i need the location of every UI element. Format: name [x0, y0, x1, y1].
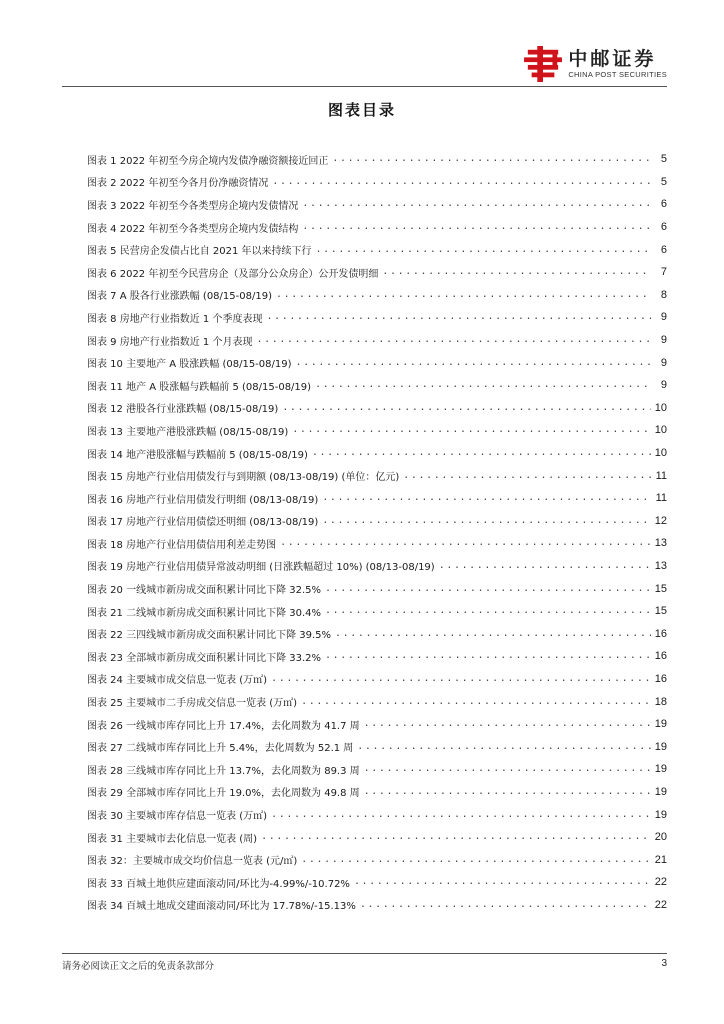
toc-entry-page[interactable]: 16	[654, 650, 667, 663]
toc-entry-label[interactable]: 图表 23 全部城市新房成交面积累计同比下降 33.2%	[87, 652, 322, 664]
toc-leader-dots	[439, 560, 651, 572]
toc-entry-label[interactable]: 图表 10 主要地产 A 股涨跌幅 (08/15-08/19)	[87, 359, 292, 371]
toc-entry[interactable]	[87, 826, 667, 849]
toc-entry-page[interactable]: 16	[654, 672, 667, 685]
toc-entry-page[interactable]: 19	[654, 763, 667, 776]
toc-leader-dots	[322, 492, 651, 504]
toc-entry-page[interactable]: 5	[660, 153, 667, 166]
toc-leader-dots	[354, 876, 651, 888]
toc-entry-page[interactable]: 9	[660, 379, 667, 392]
table-of-figures	[87, 148, 667, 916]
brand-logo	[524, 44, 667, 84]
toc-entry-page[interactable]: 20	[654, 831, 667, 844]
toc-entry-label[interactable]: 图表 32：主要城市成交均价信息一览表 (元/㎡)	[87, 856, 298, 868]
toc-leader-dots	[302, 221, 651, 233]
toc-leader-dots	[271, 673, 651, 685]
toc-entry-page[interactable]: 10	[654, 447, 667, 460]
footer-disclaimer: 请务必阅读正文之后的免责条款部分	[62, 961, 215, 972]
toc-leader-dots	[266, 311, 651, 323]
toc-leader-dots	[325, 650, 651, 662]
brand-name-cn: 中邮证券	[568, 48, 657, 70]
toc-entry-page[interactable]: 8	[660, 288, 667, 301]
toc-entry[interactable]	[87, 238, 667, 261]
page-header	[62, 40, 667, 86]
toc-leader-dots	[302, 198, 651, 210]
toc-entry-page[interactable]: 13	[654, 537, 667, 550]
toc-leader-dots	[296, 357, 651, 369]
toc-entry-label[interactable]: 图表 33 百城土地供应建面滚动同/环比为-4.99%/-10.72%	[87, 878, 350, 890]
toc-entry-label[interactable]: 图表 25 主要城市二手房成交信息一览表 (万㎡)	[87, 698, 298, 710]
toc-entry-label[interactable]: 图表 8 房地产行业指数近 1 个季度表现	[87, 313, 263, 325]
toc-entry-page[interactable]: 11	[655, 492, 667, 505]
toc-entry-page[interactable]: 6	[660, 198, 667, 211]
toc-entry[interactable]	[87, 690, 667, 713]
toc-leader-dots	[315, 379, 651, 391]
toc-entry-label[interactable]: 图表 27 二线城市库存同比上升 5.4%，去化周数为 52.1 周	[87, 743, 354, 755]
brand-text	[568, 48, 667, 80]
toc-leader-dots	[325, 605, 651, 617]
toc-entry-label[interactable]: 图表 30 主要城市库存信息一览表 (万㎡)	[87, 811, 268, 823]
toc-entry-page[interactable]: 15	[654, 582, 667, 595]
toc-entry[interactable]	[87, 374, 667, 397]
toc-entry-page[interactable]: 22	[654, 876, 667, 889]
toc-entry-page[interactable]: 9	[660, 311, 667, 324]
toc-entry[interactable]	[87, 216, 667, 239]
toc-entry[interactable]	[87, 193, 667, 216]
toc-entry[interactable]	[87, 284, 667, 307]
toc-entry-page[interactable]: 21	[654, 853, 667, 866]
toc-entry-label[interactable]: 图表 29 全部城市库存同比上升 19.0%，去化周数为 49.8 周	[87, 788, 360, 800]
toc-entry-label[interactable]: 图表 24 主要城市成交信息一览表 (万㎡)	[87, 675, 268, 687]
toc-leader-dots	[357, 741, 650, 753]
toc-leader-dots	[403, 470, 651, 482]
toc-entry-label[interactable]: 图表 17 房地产行业信用债偿还明细 (08/13-08/19)	[87, 517, 319, 529]
toc-entry[interactable]	[87, 555, 667, 578]
toc-entry-label[interactable]: 图表 6 2022 年初至今民营房企（及部分公众房企）公开发债明细	[87, 268, 379, 280]
toc-leader-dots	[301, 696, 651, 708]
toc-leader-dots	[312, 447, 651, 459]
toc-entry-label[interactable]: 图表 31 主要城市去化信息一览表 (周)	[87, 833, 258, 845]
china-post-logo-icon	[524, 46, 562, 82]
toc-leader-dots	[272, 176, 651, 188]
toc-entry[interactable]	[87, 713, 667, 736]
toc-leader-dots	[360, 899, 651, 911]
page-number: 3	[661, 958, 667, 969]
toc-entry-label[interactable]: 图表 16 房地产行业信用债发行明细 (08/13-08/19)	[87, 494, 319, 506]
toc-entry-page[interactable]: 11	[655, 469, 667, 482]
toc-entry[interactable]	[87, 171, 667, 194]
toc-entry-label[interactable]: 图表 1 2022 年初至今房企境内发债净融资额接近回正	[87, 155, 329, 167]
toc-entry-label[interactable]: 图表 28 三线城市库存同比上升 13.7%，去化周数为 89.3 周	[87, 765, 360, 777]
brand-name-en: CHINA POST SECURITIES	[568, 70, 667, 79]
toc-entry[interactable]	[87, 848, 667, 871]
toc-entry-page[interactable]: 19	[654, 785, 667, 798]
header-divider	[62, 86, 667, 87]
toc-entry[interactable]	[87, 871, 667, 894]
toc-leader-dots	[332, 153, 651, 165]
toc-entry-page[interactable]: 18	[654, 695, 667, 708]
toc-leader-dots	[316, 244, 651, 256]
toc-leader-dots	[276, 289, 651, 301]
toc-leader-dots	[322, 515, 650, 527]
toc-entry[interactable]	[87, 510, 667, 533]
toc-entry-label[interactable]: 图表 2 2022 年初至今各月份净融资情况	[87, 178, 269, 190]
toc-entry[interactable]	[87, 148, 667, 171]
toc-entry[interactable]	[87, 645, 667, 668]
toc-leader-dots	[301, 854, 650, 866]
toc-entry-label[interactable]: 图表 7 A 股各行业涨跌幅 (08/15-08/19)	[87, 291, 272, 303]
toc-entry[interactable]	[87, 329, 667, 352]
toc-entry-page[interactable]: 15	[654, 605, 667, 618]
toc-entry-page[interactable]: 19	[654, 740, 667, 753]
toc-entry-label[interactable]: 图表 5 民营房企发债占比自 2021 年以来持续下行	[87, 246, 312, 258]
toc-entry[interactable]	[87, 487, 667, 510]
toc-entry-label[interactable]: 图表 14 地产港股涨幅与跌幅前 5 (08/15-08/19)	[87, 449, 308, 461]
toc-entry-label[interactable]: 图表 21 二线城市新房成交面积累计同比下降 30.4%	[87, 607, 322, 619]
toc-entry[interactable]	[87, 419, 667, 442]
toc-leader-dots	[292, 424, 650, 436]
toc-entry-page[interactable]: 9	[660, 356, 667, 369]
toc-entry[interactable]	[87, 442, 667, 465]
toc-entry-page[interactable]: 10	[654, 401, 667, 414]
toc-leader-dots	[335, 628, 651, 640]
toc-leader-dots	[280, 537, 651, 549]
toc-entry-label[interactable]: 图表 12 港股各行业涨跌幅 (08/15-08/19)	[87, 404, 279, 416]
toc-entry[interactable]	[87, 464, 667, 487]
toc-entry-page[interactable]: 9	[660, 334, 667, 347]
toc-entry-page[interactable]: 7	[660, 266, 667, 279]
toc-leader-dots	[325, 583, 651, 595]
toc-leader-dots	[271, 809, 651, 821]
toc-entry-page[interactable]: 10	[654, 424, 667, 437]
toc-leader-dots	[256, 334, 651, 346]
toc-entry-label[interactable]: 图表 34 百城土地成交建面滚动同/环比为 17.78%/-15.13%	[87, 901, 356, 913]
toc-entry-label[interactable]: 图表 15 房地产行业信用债发行与到期额 (08/13-08/19) (单位：亿元)	[87, 472, 400, 484]
toc-entry[interactable]	[87, 735, 667, 758]
toc-entry-label[interactable]: 图表 20 一线城市新房成交面积累计同比下降 32.5%	[87, 585, 322, 597]
toc-leader-dots	[364, 786, 651, 798]
toc-leader-dots	[282, 402, 650, 414]
toc-leader-dots	[364, 718, 651, 730]
toc-entry[interactable]	[87, 577, 667, 600]
toc-entry[interactable]	[87, 532, 667, 555]
toc-entry[interactable]	[87, 261, 667, 284]
toc-entry[interactable]	[87, 397, 667, 420]
toc-entry-page[interactable]: 5	[660, 175, 667, 188]
toc-entry[interactable]	[87, 803, 667, 826]
toc-entry-label[interactable]: 图表 13 主要地产港股涨跌幅 (08/15-08/19)	[87, 426, 289, 438]
toc-entry[interactable]	[87, 781, 667, 804]
toc-entry[interactable]	[87, 668, 667, 691]
toc-entry[interactable]	[87, 894, 667, 917]
toc-entry-label[interactable]: 图表 11 地产 A 股涨幅与跌幅前 5 (08/15-08/19)	[87, 381, 312, 393]
toc-entry[interactable]	[87, 622, 667, 645]
toc-entry-page[interactable]: 12	[654, 514, 667, 527]
toc-entry-page[interactable]: 13	[654, 559, 667, 572]
toc-entry-label[interactable]: 图表 26 一线城市库存同比上升 17.4%，去化周数为 41.7 周	[87, 720, 360, 732]
toc-entry-page[interactable]: 6	[660, 243, 667, 256]
toc-entry[interactable]	[87, 758, 667, 781]
toc-entry-label[interactable]: 图表 3 2022 年初至今各类型房企境内发债情况	[87, 200, 299, 212]
toc-leader-dots	[382, 266, 651, 278]
toc-entry-label[interactable]: 图表 18 房地产行业信用债信用利差走势图	[87, 539, 277, 551]
toc-leader-dots	[364, 763, 651, 775]
page-title: 图表目录	[327, 101, 396, 119]
toc-entry[interactable]	[87, 351, 667, 374]
toc-entry-page[interactable]: 16	[654, 627, 667, 640]
toc-entry-page[interactable]: 19	[654, 808, 667, 821]
toc-entry-label[interactable]: 图表 4 2022 年初至今各类型房企境内发债结构	[87, 223, 299, 235]
toc-entry[interactable]	[87, 600, 667, 623]
toc-entry-label[interactable]: 图表 22 三四线城市新房成交面积累计同比下降 39.5%	[87, 630, 332, 642]
toc-entry[interactable]	[87, 306, 667, 329]
toc-entry-page[interactable]: 6	[660, 221, 667, 234]
toc-entry-label[interactable]: 图表 9 房地产行业指数近 1 个月表现	[87, 336, 253, 348]
footer-divider	[62, 953, 667, 954]
toc-leader-dots	[261, 831, 651, 843]
toc-entry-page[interactable]: 19	[654, 718, 667, 731]
toc-entry-label[interactable]: 图表 19 房地产行业信用债异常波动明细 (日涨跌幅超过 10%) (08/13-08/19)	[87, 562, 435, 574]
toc-entry-page[interactable]: 22	[654, 898, 667, 911]
